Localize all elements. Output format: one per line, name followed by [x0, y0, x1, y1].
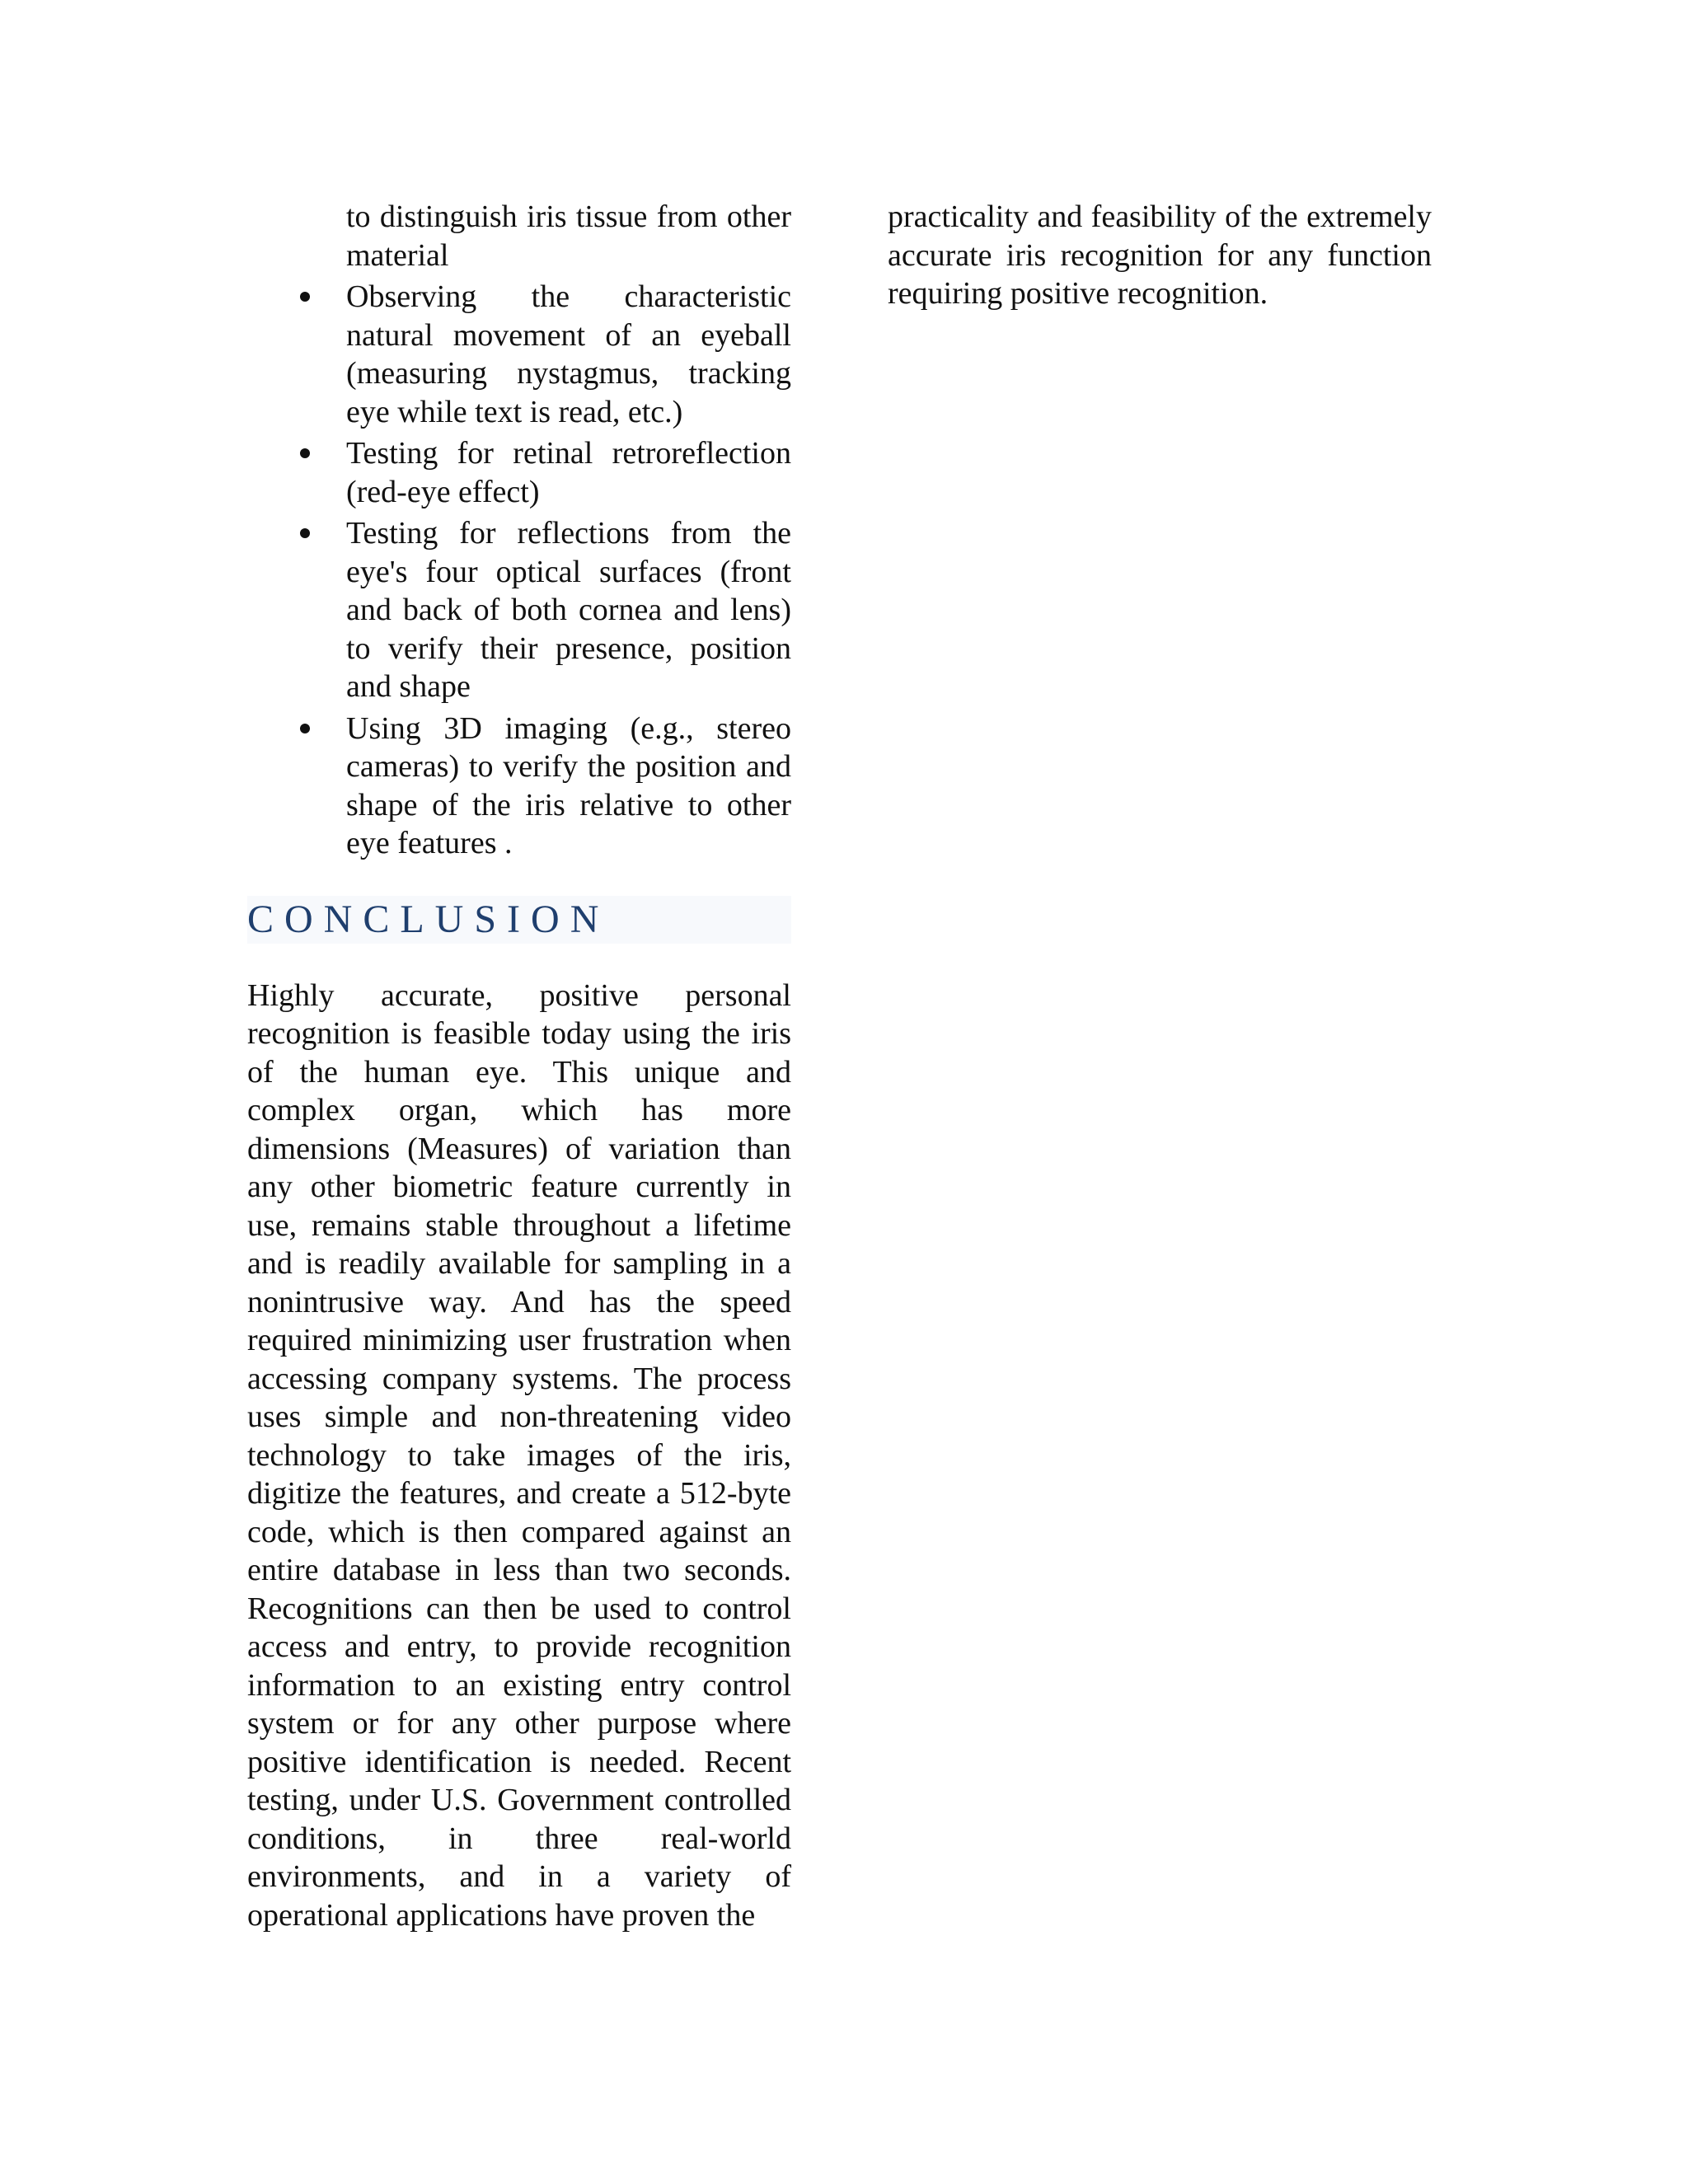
list-item — [247, 710, 791, 863]
conclusion-paragraph: Highly accurate, positive personal recognition is feasible today using the iris of the human eye. This unique and complex organ, which has more dimensions (Measures) of variation than any other biometric feature currently in use, remains stable throughout a lifetime and is readily available for sampling in a nonintrusive way. And has the speed required minimizing user frustration when accessing company systems. The process uses simple and non-threatening video technology to take images of the iris, digitize the features, and create a 512-byte code, which is then compared against an entire database in less than two seconds. Recognitions can then be used to control access and entry, to provide recognition information to an existing entry control system or for any other purpose where positive identification is needed. Recent testing, under U.S. Government controlled conditions, in three real-world environments, and in a variety of operational applications have proven the — [247, 977, 791, 1933]
list-item — [247, 514, 791, 706]
liveness-tests-list — [247, 278, 791, 863]
list-item-text: Testing for retinal retroreflection (red-eye effect) — [346, 436, 791, 509]
list-item — [247, 278, 791, 431]
left-column — [247, 198, 791, 1966]
bullet-icon — [300, 724, 310, 733]
section-heading-conclusion: CONCLUSION — [247, 896, 791, 944]
list-item-text: Observing the characteristic natural movement of an eyeball (measuring nystagmus, tracking eye while text is read, etc.) — [346, 279, 791, 429]
conclusion-paragraph-continued: practicality and feasibility of the extremely accurate iris recognition for any function requiring positive recognition. — [888, 199, 1432, 311]
bullet-icon — [300, 292, 310, 302]
right-column — [888, 198, 1432, 313]
list-item — [247, 434, 791, 511]
list-item-text: Testing for reflections from the eye's four optical surfaces (front and back of both cornea and lens) to verify their presence, position and shape — [346, 516, 791, 704]
bullet-icon — [300, 448, 310, 458]
list-item-text: Using 3D imaging (e.g., stereo cameras) to verify the position and shape of the iris relative to other eye features . — [346, 710, 791, 860]
bullet-icon — [300, 528, 310, 538]
bullet-continuation-text: to distinguish iris tissue from other material — [346, 199, 791, 273]
